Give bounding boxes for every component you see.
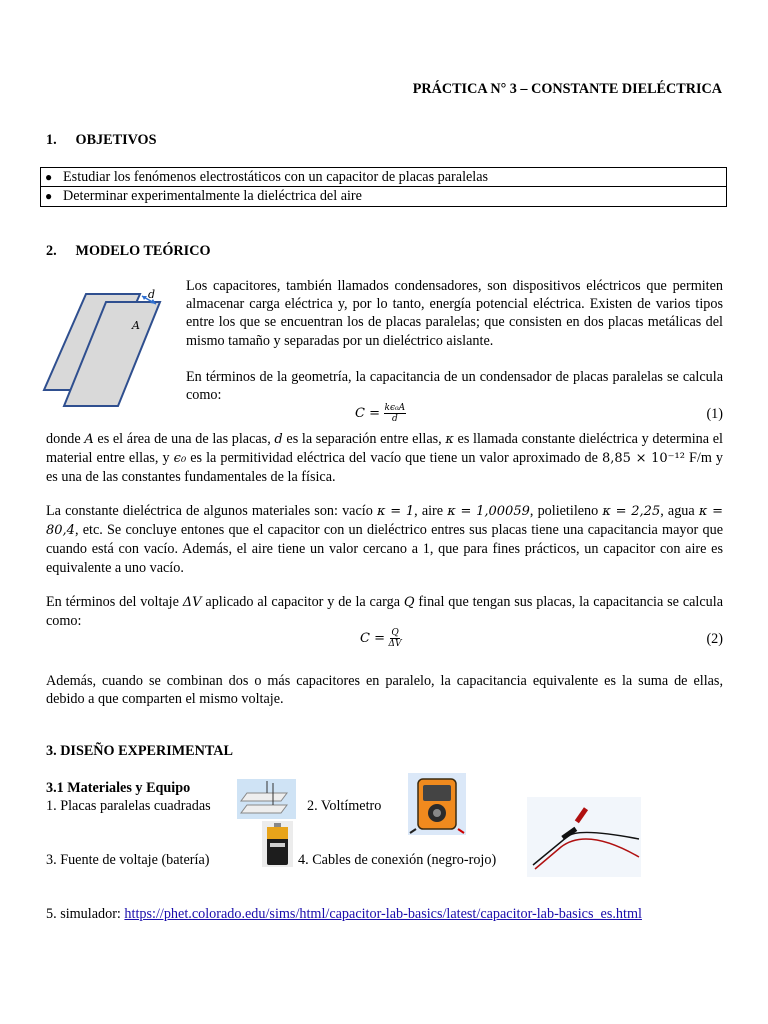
equation-number: (1) [706, 406, 723, 422]
equation-number: (2) [706, 631, 723, 647]
section-3-heading: 3. DISEÑO EXPERIMENTAL [46, 743, 233, 759]
bullet-icon: ● [45, 170, 53, 184]
paragraph-voltage: En términos del voltaje ΔV aplicado al capacitor y de la carga Q final que tengan sus placas, la capacitancia se calcula como: [46, 594, 723, 630]
numerator: kϵ₀A [384, 403, 406, 413]
equation-1 [46, 403, 723, 427]
section-title: OBJETIVOS [75, 132, 157, 148]
equation-lhs: C = [360, 630, 385, 646]
denominator: ΔV [388, 639, 402, 649]
objective-item [41, 187, 726, 206]
material-item: 3. Fuente de voltaje (batería) [46, 852, 210, 868]
plates-image [237, 779, 296, 819]
battery-image [262, 821, 293, 867]
parallel-plates-figure [40, 284, 170, 412]
section-number: 1. [46, 132, 57, 148]
equation-1-formula [355, 403, 406, 424]
simulator-link[interactable]: https://phet.colorado.edu/sims/html/capacitor-lab-basics/latest/capacitor-lab-basics_es.html [124, 906, 642, 922]
objective-text: Estudiar los fenómenos electrostáticos con un capacitor de placas paralelas [63, 169, 489, 185]
figure-label-d: d [148, 288, 156, 301]
fraction [384, 403, 407, 424]
simulator-label: 5. simulador: [46, 906, 125, 922]
paragraph-geometry: En términos de la geometría, la capacitancia de un condensador de placas paralelas se calcula como: [186, 369, 723, 404]
paragraph-capacitors: Los capacitores, también llamados condensadores, son dispositivos eléctricos que permiten almacenar carga eléctrica y, por lo tanto, energía potencial eléctrica. Existen de varios tipos entre los que se encuentran los de placas paralelas; que consisten en dos placas metálicas del mismo tamaño y separadas por un dieléctrico aislante. [186, 278, 723, 349]
material-item: 1. Placas paralelas cuadradas [46, 798, 211, 814]
figure-label-a: A [132, 319, 140, 332]
bullet-icon: ● [45, 189, 53, 203]
cables-image [527, 797, 641, 877]
objective-text: Determinar experimentalmente la dieléctrica del aire [63, 188, 362, 204]
objective-item [41, 168, 726, 187]
material-item: 2. Voltímetro [307, 798, 382, 814]
paragraph-definitions: donde A es el área de una de las placas, d es la separación entre ellas, κ es llamada constante dieléctrica y determina el material entre ellas, y ϵ₀ es la permitividad eléctrica del vacío que tiene un valor aproximado de 8,85 × 10⁻¹² F/m y es una de las constantes fundamentales de la física. [46, 431, 723, 486]
fraction [389, 628, 402, 649]
equation-2-formula [360, 628, 402, 649]
subsection-heading: 3.1 Materiales y Equipo [46, 780, 191, 796]
simulator-line [46, 905, 642, 923]
paragraph-parallel: Además, cuando se combinan dos o más capacitores en paralelo, la capacitancia equivalente es la suma de ellas, debido a que comparten el mismo voltaje. [46, 673, 723, 708]
denominator: d [391, 414, 398, 424]
material-item: 4. Cables de conexión (negro-rojo) [298, 852, 497, 868]
voltmeter-image [408, 773, 466, 835]
section-2-heading [46, 242, 210, 260]
equation-2 [46, 628, 723, 652]
numerator: Q [391, 628, 399, 638]
objectives-box [40, 167, 727, 207]
section-number: 2. [46, 243, 57, 259]
section-1-heading [46, 131, 156, 149]
section-title: MODELO TEÓRICO [75, 243, 211, 259]
page-title: PRÁCTICA N° 3 – CONSTANTE DIELÉCTRICA [412, 81, 722, 97]
equation-lhs: C = [355, 405, 380, 421]
paragraph-dielectric-constants: La constante dieléctrica de algunos materiales son: vacío κ = 1, aire κ = 1,00059, polietileno κ = 2,25, agua κ = 80,4, etc. Se concluye entones que el capacitor con un dieléctrico entres sus placas tiene una capacitancia mayor que cuando está con vacío. Además, el aire tiene un valor cercano a 1, que para fines prácticos, un capacitor con aire es equivalente a uno vacío. [46, 503, 723, 576]
